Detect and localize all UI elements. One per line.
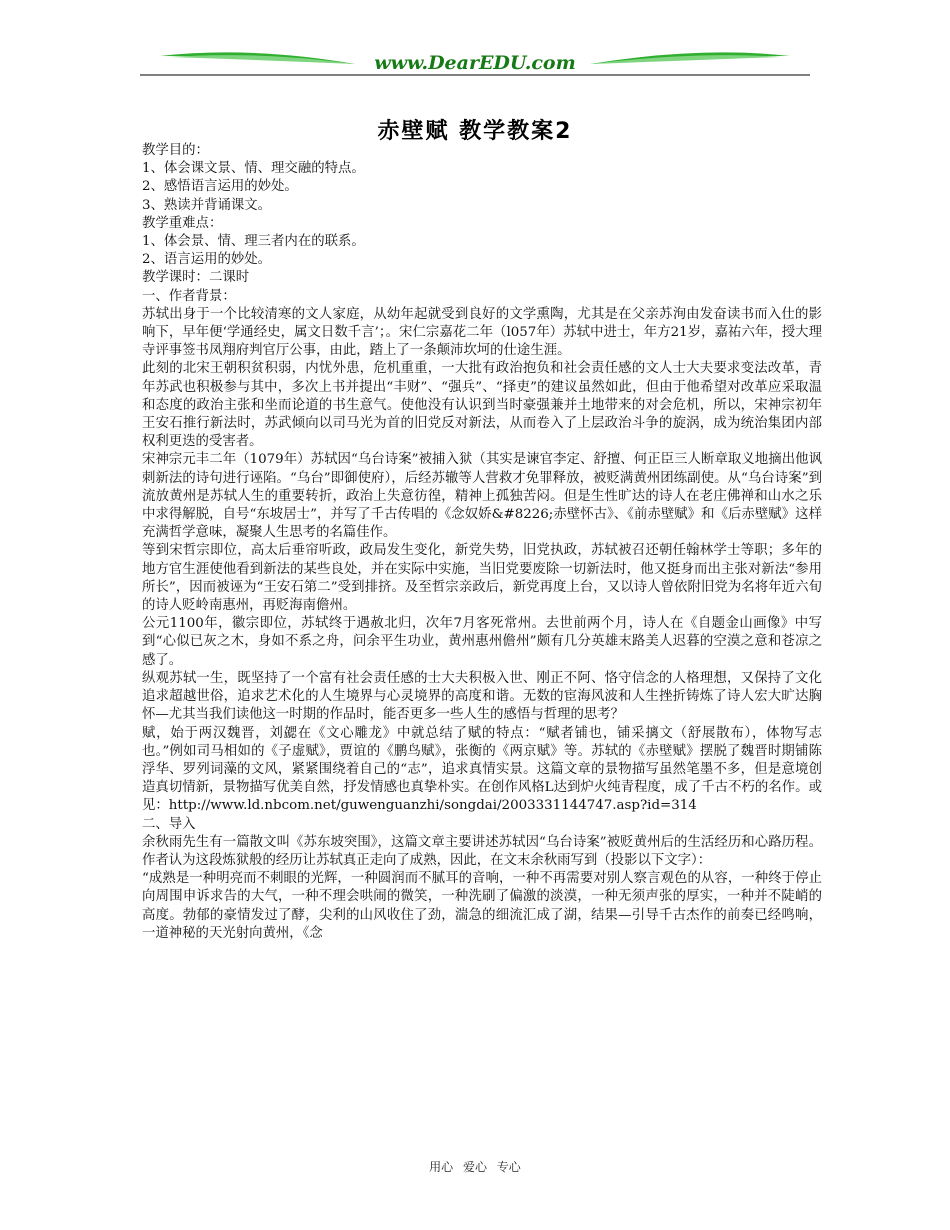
paragraph: 等到宋哲宗即位，高太后垂帘听政，政局发生变化，新党失势，旧党执政，苏轼被召还朝任翰林学士等职；多年的地方官生涯使他看到新法的某些良处，并在实际中实施，当旧党要废除一切新法时，他又挺身而出主张对新法“参用所长”，因而被诬为“王安石第二”受到排挤。及至哲宗亲政后，新党再度上台，又以诗人曾依附旧党为名将年近六旬的诗人贬岭南惠州，再贬海南儋州。 [142,543,822,614]
paragraph: 教学重难点： [142,215,223,231]
paragraph: 公元1100年，徽宗即位，苏轼终于遇赦北归，次年7月客死常州。去世前两个月，诗人在《自题金山画像》中写到“心似已灰之木，身如不系之舟，问余平生功业，黄州惠州儋州”颇有几分英雄末路美人迟暮的空漠之意和苍凉之感了。 [142,616,822,668]
paragraph: 2、感悟语言运用的妙处。 [142,179,298,195]
paragraph: 余秋雨先生有一篇散文叫《苏东坡突围》，这篇文章主要讲述苏轼因“乌台诗案”被贬黄州后的生活经历和心路历程。作者认为这段炼狱般的经历让苏轼真正走向了成熟，因此，在文末余秋雨写到（投影以下文字）： [142,834,822,868]
paragraph: 此刻的北宋王朝积贫积弱，内忧外患，危机重重，一大批有政治抱负和社会责任感的文人士大夫要求变法改革，青年苏武也积极参与其中，多次上书并提出“丰财”、“强兵”、“择吏”的建议虽然如此，但由于他希望对改革应采取温和态度的政治主张和坐而论道的书生意气。使他没有认识到当时豪强兼并土地带来的对会危机，所以，宋神宗初年王安石推行新法时，苏武倾向以司马光为首的旧党反对新法，从而卷入了上层政治斗争的旋涡，成为统治集团内部权利更迭的受害者。 [142,361,822,450]
left-swoosh-shadow [170,55,355,64]
site-header [140,42,810,76]
paragraph: 宋神宗元丰二年（1079年）苏轼因“乌台诗案”被捕入狱（其实是谏官李定、舒擅、何正臣三人断章取义地摘出他讽刺新法的诗句进行诬陷。“乌台”即御使府），后经苏辙等人营救才免罪释放，被贬满黄州团练副使。从“乌台诗案”到流放黄州是苏轼人生的重要转折，政治上失意彷徨，精神上孤独苦闷。但是生性旷达的诗人在老庄佛禅和山水之乐中求得解脱，自号“东坡居士”，并写了千古传唱的《念奴娇&#8226;赤壁怀古》、《前赤壁赋》和《后赤壁赋》这样充满哲学意味，凝聚人生思考的名篇佳作。 [142,452,822,541]
logo-text: www.DearEDU.com [374,52,576,74]
paragraph: 1、体会课文景、情、理交融的特点。 [142,161,365,177]
right-swoosh-shadow [590,55,780,64]
paragraph: “成熟是一种明亮而不刺眼的光辉，一种圆润而不腻耳的音响，一种不再需要对别人察言观色的从容，一种终于停止向周围申诉求告的大气，一种不理会哄闹的微笑，一种洗刷了偏激的淡漠，一种无须声张的厚实，一种并不陡峭的高度。勃郁的豪情发过了酵，尖利的山风收住了劲，湍急的细流汇成了湖，结果—引导千古杰作的前奏已经鸣响，一道神秘的天光射向黄州，《念 [142,871,822,941]
paragraph: 1、体会景、情、理三者内在的联系。 [142,234,365,250]
document-body [142,142,822,943]
document-title: 赤壁赋 教学教案2 [377,119,573,144]
paragraph: 纵观苏轼一生，既坚持了一个富有社会责任感的士大夫积极入世、刚正不阿、恪守信念的人格理想，又保持了文化追求超越世俗，追求艺术化的人生境界与心灵境界的高度和谐。无数的宦海风波和人生挫折铸炼了诗人宏大旷达胸怀—尤其当我们读他这一时期的作品时，能否更多一些人生的感悟与哲理的思考？ [142,670,822,723]
paragraph: 教学课时：二课时 [142,270,250,286]
paragraph: 教学目的： [142,143,209,158]
paragraph: 二、导入 [142,816,196,832]
paragraph: 2、语言运用的妙处。 [142,252,272,268]
paragraph: 3、熟读并背诵课文。 [142,197,272,213]
paragraph: 一、作者背景： [142,288,236,304]
paragraph: 苏轼出身于一个比较清寒的文人家庭，从幼年起就受到良好的文学熏陶，尤其是在父亲苏洵由发奋读书而入仕的影响下，早年便‘学通经史，属文日数千言’；。宋仁宗嘉花二年（l057年）苏轼中进士，年方21岁，嘉祐六年，授大理寺评事签书凤翔府判官厅公事，由此，踏上了一条颠沛坎坷的仕途生涯。 [142,306,822,359]
logo-banner [140,42,810,76]
paragraph: 赋，始于两汉魏晋，刘勰在《文心雕龙》中就总结了赋的特点：“赋者铺也，铺采摛文（舒展散布），体物写志也。”例如司马相如的《子虚赋》，贾谊的《鹏鸟赋》，张衡的《两京赋》等。苏轼的《赤壁赋》摆脱了魏晋时期铺陈浮华、罗列词藻的文风，紧紧围绕着自己的“志”，追求真情实景。这篇文章的景物描写虽然笔墨不多，但是意境创造真切情新，景物描写优美自然，抒发情感也真挚朴实。在创作风格L达到炉火纯青程度，成了千古不朽的名作。或见：http://www.ld.nbcom.net/guwenguanzhi/songdai/2003331144747.asp?id=314 [142,725,822,814]
page-footer: 用心 爱心 专心 [429,1160,521,1174]
